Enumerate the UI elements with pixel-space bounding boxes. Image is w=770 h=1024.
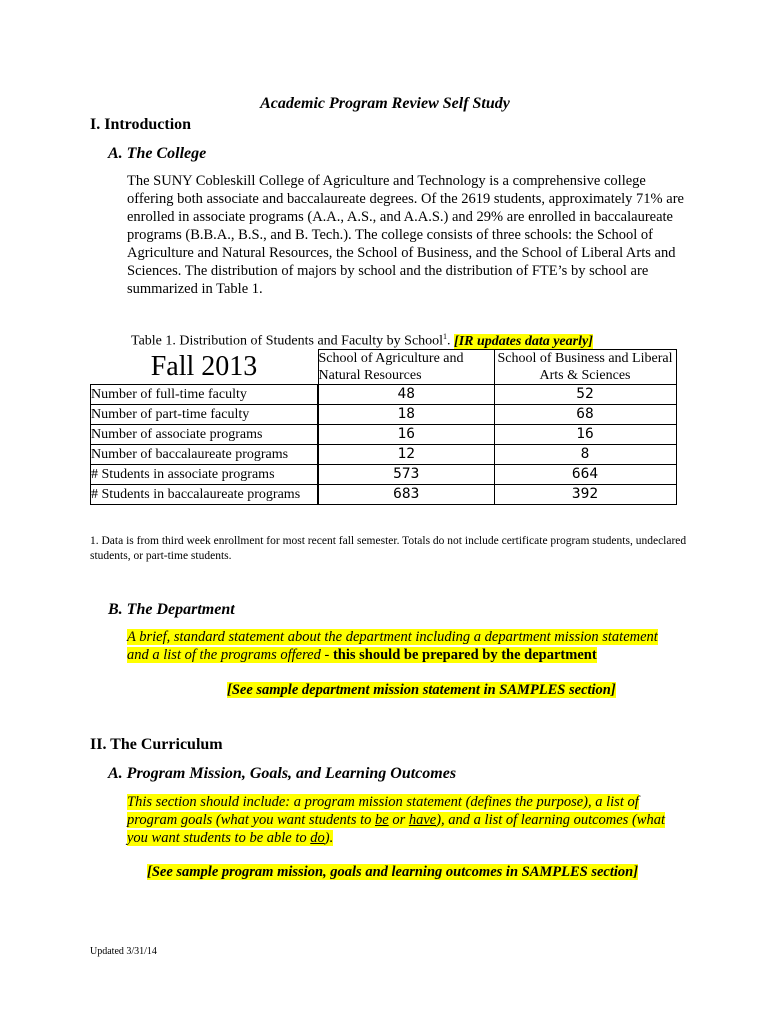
table-footnote: 1. Data is from third week enrollment for most recent fall semester. Totals do not include certificate program students, undeclared students, or part-time students. — [90, 535, 687, 562]
table-header-row — [91, 350, 677, 385]
table-caption-footnote-ref: 1 — [443, 332, 448, 341]
subsection-heading-mission: A. Program Mission, Goals, and Learning Outcomes — [108, 765, 457, 782]
table-row — [91, 485, 677, 505]
mission-instructions-2: ), and a list of learning outcomes (what you want students to be able to — [127, 812, 665, 846]
mission-word-be: be — [375, 812, 389, 828]
mission-instructions-3: ). — [324, 830, 334, 846]
section-heading-introduction: I. Introduction — [90, 116, 192, 133]
cell-value: 573 — [318, 465, 494, 485]
row-label: # Students in baccalaureate programs — [91, 485, 319, 505]
cell-value: 16 — [318, 425, 494, 445]
cell-value: 683 — [318, 485, 494, 505]
subsection-heading-department: B. The Department — [108, 601, 235, 618]
table-row — [91, 425, 677, 445]
cell-value: 392 — [494, 485, 676, 505]
cell-value: 52 — [494, 385, 676, 405]
table-caption — [131, 332, 593, 350]
row-label: Number of part-time faculty — [91, 405, 319, 425]
ir-update-note: [IR updates data yearly] — [454, 333, 593, 349]
department-sample-note-text: [See sample department mission statement in SAMPLES section] — [227, 682, 616, 698]
cell-value: 18 — [318, 405, 494, 425]
table-row — [91, 465, 677, 485]
cell-value: 16 — [494, 425, 676, 445]
document-title: Academic Program Review Self Study — [260, 95, 510, 112]
section-heading-curriculum: II. The Curriculum — [90, 736, 223, 753]
column-header-agriculture: School of Agriculture and Natural Resources — [318, 350, 494, 385]
mission-word-or: or — [388, 812, 409, 828]
department-instructions: A brief, standard statement about the department including a department mission statement and a list of the programs offered - — [127, 629, 658, 663]
row-label: Number of baccalaureate programs — [91, 445, 319, 465]
column-header-business: School of Business and Liberal Arts & Sciences — [494, 350, 676, 385]
mission-paragraph — [127, 793, 672, 847]
cell-value: 8 — [494, 445, 676, 465]
row-label: Number of full-time faculty — [91, 385, 319, 405]
college-paragraph: The SUNY Cobleskill College of Agriculture and Technology is a comprehensive college offering both associate and baccalaureate degrees. Of the 2619 students, approximately 71% are enrolled in associate programs (A.A., A.S., and A.A.S.) and 29% are enrolled in baccalaureate programs (B.B.A., B.S., and B. Tech.). The college consists of three schools: the School of Agriculture and Natural Resources, the School of Business, and the School of Liberal Arts and Sciences. The distribution of majors by school and the distribution of FTE’s by school are summarized in Table 1. — [127, 173, 684, 297]
cell-value: 12 — [318, 445, 494, 465]
mission-sample-note — [147, 864, 638, 881]
subsection-heading-college: A. The College — [108, 145, 207, 162]
mission-instructions-1: This section should include: a program mission statement (defines the purpose), a list of program goals (what you want students to — [127, 794, 639, 828]
table-term-label: Fall 2013 — [150, 351, 258, 383]
mission-word-have: have — [408, 812, 437, 828]
department-instructions-bold: this should be prepared by the department — [332, 647, 597, 663]
table-caption-text: Table 1. Distribution of Students and Faculty by School — [131, 333, 444, 349]
department-paragraph — [127, 628, 672, 664]
cell-value: 664 — [494, 465, 676, 485]
department-sample-note — [227, 682, 616, 699]
table-row — [91, 405, 677, 425]
row-label: Number of associate programs — [91, 425, 319, 445]
row-label: # Students in associate programs — [91, 465, 319, 485]
distribution-table — [90, 349, 677, 505]
page-footer: Updated 3/31/14 — [90, 946, 157, 957]
table-row — [91, 385, 677, 405]
table-row — [91, 445, 677, 465]
table-caption-separator: . — [447, 333, 455, 349]
cell-value: 48 — [318, 385, 494, 405]
mission-sample-note-text: [See sample program mission, goals and learning outcomes in SAMPLES section] — [147, 864, 639, 880]
cell-value: 68 — [494, 405, 676, 425]
mission-word-do: do — [310, 830, 325, 846]
